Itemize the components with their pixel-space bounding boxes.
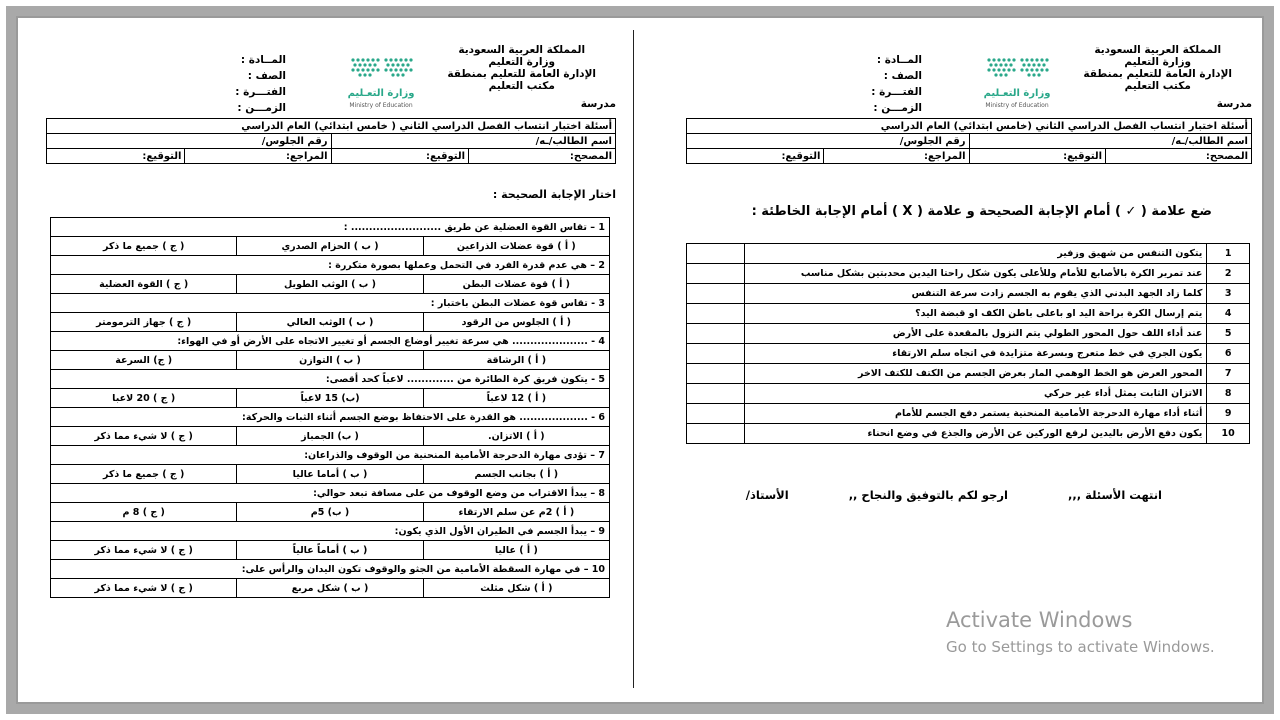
statement-text: يكون دفع الأرض باليدين لرفع الوركين عن الأرض والجذع في وضع انحناء (745, 424, 1207, 444)
page-header (686, 38, 1252, 118)
meta-subject: المــادة : (240, 54, 286, 66)
statement-row (687, 244, 1250, 264)
mc-instruction: اختار الإجابة الصحيحة : (492, 188, 616, 201)
answer-option-c: ( ج ) 8 م (51, 503, 237, 522)
ministry-name: وزارة التعليم (1124, 56, 1192, 68)
ministry-block (447, 44, 596, 92)
answer-options-row (51, 237, 610, 256)
statement-text: أثناء أداء مهارة الدحرجة الأمامية المنحنية يستمر دفع الجسم للأمام (745, 404, 1207, 424)
answer-option-b: ( ب) الجمباز (237, 427, 423, 446)
answer-option-c: ( ج ) جميع ما ذكر (51, 237, 237, 256)
student-name-field: اسم الطالب/ـه/ (969, 134, 1251, 149)
question-text: 7 – تؤدى مهارة الدحرجة الأمامية المنحنية من الوقوف والذراعان: (51, 446, 610, 465)
answer-option-c: ( ج ) القوة العضلية (51, 275, 237, 294)
answer-mark-cell (687, 284, 745, 304)
question-row (51, 522, 610, 541)
true-false-table (686, 243, 1250, 444)
answer-mark-cell (687, 304, 745, 324)
office-name: مكتب التعليم (488, 80, 555, 92)
student-name-field: اسم الطالب/ـه/ (331, 134, 615, 149)
statement-row (687, 404, 1250, 424)
answer-option-b: ( ب ) أماما عاليا (237, 465, 423, 484)
reviewer-field: المراجع: (185, 149, 331, 164)
question-row (51, 332, 610, 351)
left-exam-page (46, 38, 616, 598)
statement-text: عند تمرير الكرة بالأصابع للأمام وللأعلى يكون شكل راحتا اليدين محدبتين بشكل مناسب (745, 264, 1207, 284)
answer-option-a: ( أ ) الرشاقة (423, 351, 609, 370)
answer-option-c: ( ج ) 20 لاعبا (51, 389, 237, 408)
answer-mark-cell (687, 264, 745, 284)
watermark-subtitle: Go to Settings to activate Windows. (946, 638, 1215, 656)
end-of-questions: انتهت الأسئلة ,,, (1067, 488, 1162, 502)
seat-number-field: رقم الجلوس/ (687, 134, 970, 149)
question-text: 1 – تقاس القوة العضلية عن طريق ......................... : (51, 218, 610, 237)
answer-option-a: ( أ ) 2م عن سلم الارتقاء (423, 503, 609, 522)
statement-row (687, 364, 1250, 384)
question-text: 9 – يبدأ الجسم في الطيران الأول الذي يكون: (51, 522, 610, 541)
answer-option-c: ( ج ) لا شيء مما ذكر (51, 541, 237, 560)
question-text: 3 - تقاس قوة عضلات البطن باختبار : (51, 294, 610, 313)
reviewer-signature: التوقيع: (47, 149, 185, 164)
answer-option-a: ( أ ) قوة عضلات الذراعين (423, 237, 609, 256)
page-header (46, 38, 616, 118)
school-label: مدرسة (580, 98, 616, 110)
school-label: مدرسة (1216, 98, 1252, 110)
statement-row (687, 384, 1250, 404)
office-name: مكتب التعليم (1124, 80, 1191, 92)
answer-mark-cell (687, 364, 745, 384)
question-text: 6 - ................... هو القدرة على الاحتفاظ بوضع الجسم أثناء الثبات والحركة: (51, 408, 610, 427)
answer-option-c: ( ج) السرعة (51, 351, 237, 370)
answer-mark-cell (687, 324, 745, 344)
question-text: 10 – في مهارة السقطة الأمامية من الجثو والوقوف تكون اليدان والرأس على: (51, 560, 610, 579)
statement-text: يكون الجري في خط متعرج وبسرعة متزايدة في اتجاه سلم الارتقاء (745, 344, 1207, 364)
answer-option-c: ( ج ) لا شيء مما ذكر (51, 427, 237, 446)
question-row (51, 218, 610, 237)
student-info-table (686, 118, 1252, 164)
question-text: 2 – هي عدم قدرة الفرد في التحمل وعملها بصورة متكررة : (51, 256, 610, 275)
watermark-title: Activate Windows (946, 608, 1133, 632)
statement-text: المحور العرض هو الخط الوهمي المار بعرض الجسم من الكتف للكتف الاخر (745, 364, 1207, 384)
question-row (51, 408, 610, 427)
corrector-signature: التوقيع: (969, 149, 1106, 164)
answer-options-row (51, 389, 610, 408)
statement-row (687, 264, 1250, 284)
ministry-logo (977, 52, 1057, 112)
answer-option-b: ( ب ) الوثب الطويل (237, 275, 423, 294)
seat-number-field: رقم الجلوس/ (47, 134, 332, 149)
answer-option-a: ( أ ) 12 لاعباً (423, 389, 609, 408)
true-false-instruction: ضع علامة ( ✓ ) أمام الإجابة الصحيحة و علامة ( X ) أمام الإجابة الخاطئة : (751, 204, 1212, 219)
statement-number: 2 (1207, 264, 1250, 284)
statement-number: 5 (1207, 324, 1250, 344)
statement-text: يتم إرسال الكرة براحة اليد او باعلى باطن الكف او قبضة اليد؟ (745, 304, 1207, 324)
ministry-logo (341, 52, 421, 112)
answer-options-row (51, 275, 610, 294)
answer-mark-cell (687, 244, 745, 264)
statement-row (687, 284, 1250, 304)
statement-row (687, 424, 1250, 444)
meta-subject: المــادة : (876, 54, 922, 66)
statement-row (687, 344, 1250, 364)
exam-meta (235, 52, 286, 116)
logo-english-text: Ministry of Education (985, 102, 1049, 109)
reviewer-field: المراجع: (824, 149, 969, 164)
student-info-table (46, 118, 616, 164)
answer-mark-cell (687, 384, 745, 404)
meta-time: الزمـــن : (873, 102, 922, 114)
corrector-field: المصحح: (1106, 149, 1252, 164)
answer-option-b: ( ب ) الحزام الصدري (237, 237, 423, 256)
answer-option-c: ( ج ) جميع ما ذكر (51, 465, 237, 484)
answer-option-a: ( أ ) قوة عضلات البطن (423, 275, 609, 294)
country-name: المملكة العربية السعودية (458, 44, 586, 56)
teacher-signature: الأستاذ/ (745, 488, 789, 502)
logo-arabic-text: وزارة التعـليم (983, 88, 1051, 99)
question-row (51, 370, 610, 389)
activate-windows-watermark (946, 608, 1215, 656)
statement-number: 4 (1207, 304, 1250, 324)
answer-mark-cell (687, 424, 745, 444)
answer-option-b: ( ب ) شكل مربع (237, 579, 423, 598)
reviewer-signature: التوقيع: (687, 149, 824, 164)
meta-grade: الصف : (247, 70, 286, 82)
answer-mark-cell (687, 404, 745, 424)
corrector-signature: التوقيع: (331, 149, 469, 164)
answer-option-b: ( ب ) أماماً عالياً (237, 541, 423, 560)
answer-option-b: ( ب ) التوازن (237, 351, 423, 370)
statement-number: 8 (1207, 384, 1250, 404)
question-text: 5 - يتكون فريق كرة الطائرة من ............. لاعباً كحد أقصى: (51, 370, 610, 389)
question-row (51, 294, 610, 313)
statement-text: عند أداء اللف حول المحور الطولي يتم النزول بالمقعدة على الأرض (745, 324, 1207, 344)
answer-option-a: ( أ ) عاليا (423, 541, 609, 560)
statement-number: 10 (1207, 424, 1250, 444)
answer-option-b: ( ب ) الوثب العالي (237, 313, 423, 332)
answer-option-a: ( أ ) بجانب الجسم (423, 465, 609, 484)
country-name: المملكة العربية السعودية (1094, 44, 1222, 56)
logo-english-text: Ministry of Education (349, 102, 413, 109)
exam-title: أسئلة اختبار انتساب الفصل الدراسي الثاني ( خامس ابتدائي) العام الدراسي (47, 119, 616, 134)
statement-number: 6 (1207, 344, 1250, 364)
statement-text: كلما زاد الجهد البدني الذي يقوم به الجسم زادت سرعة التنفس (745, 284, 1207, 304)
question-row (51, 484, 610, 503)
statement-number: 7 (1207, 364, 1250, 384)
statement-row (687, 324, 1250, 344)
meta-period: الفتـــرة : (871, 86, 922, 98)
answer-option-c: ( ج ) لا شيء مما ذكر (51, 579, 237, 598)
question-text: 8 – يبدأ الاقتراب من وضع الوقوف من على مسافة تبعد حوالي: (51, 484, 610, 503)
statement-row (687, 304, 1250, 324)
exam-meta (871, 52, 922, 116)
answer-options-row (51, 579, 610, 598)
ministry-block (1083, 44, 1232, 92)
question-text: 4 - ..................... هي سرعة تغيير أوضاع الجسم أو تغيير الاتجاه على الأرض أو في الهواء: (51, 332, 610, 351)
answer-options-row (51, 503, 610, 522)
meta-grade: الصف : (883, 70, 922, 82)
multiple-choice-table (50, 217, 610, 598)
answer-options-row (51, 313, 610, 332)
question-row (51, 256, 610, 275)
meta-period: الفتـــرة : (235, 86, 286, 98)
exam-title: أسئلة اختبار انتساب الفصل الدراسي الثاني (خامس ابتدائي) العام الدراسي (687, 119, 1252, 134)
directorate-name: الإدارة العامة للتعليم بمنطقة (447, 68, 596, 80)
directorate-name: الإدارة العامة للتعليم بمنطقة (1083, 68, 1232, 80)
answer-mark-cell (687, 344, 745, 364)
meta-time: الزمـــن : (237, 102, 286, 114)
answer-option-a: ( أ ) الاتزان. (423, 427, 609, 446)
answer-option-c: ( ج ) جهاز الترمومتر (51, 313, 237, 332)
statement-text: الاتزان الثابت يمثل أداء غير حركي (745, 384, 1207, 404)
logo-arabic-text: وزارة التعـليم (347, 88, 415, 99)
answer-options-row (51, 427, 610, 446)
answer-options-row (51, 351, 610, 370)
exam-footer (686, 488, 1252, 502)
answer-options-row (51, 541, 610, 560)
statement-number: 3 (1207, 284, 1250, 304)
answer-option-a: ( أ ) شكل مثلث (423, 579, 609, 598)
question-row (51, 446, 610, 465)
answer-options-row (51, 465, 610, 484)
answer-option-b: (ب) 15 لاعباً (237, 389, 423, 408)
question-row (51, 560, 610, 579)
good-luck-wish: ارجو لكم بالتوفيق والنجاح ,, (848, 488, 1008, 502)
page-divider (633, 30, 634, 688)
statement-number: 9 (1207, 404, 1250, 424)
answer-option-b: ( ب) 5م (237, 503, 423, 522)
statement-text: يتكون التنفس من شهيق وزفير (745, 244, 1207, 264)
statement-number: 1 (1207, 244, 1250, 264)
ministry-name: وزارة التعليم (488, 56, 556, 68)
corrector-field: المصحح: (469, 149, 616, 164)
right-exam-page (686, 38, 1252, 502)
answer-option-a: ( أ ) الجلوس من الرقود (423, 313, 609, 332)
